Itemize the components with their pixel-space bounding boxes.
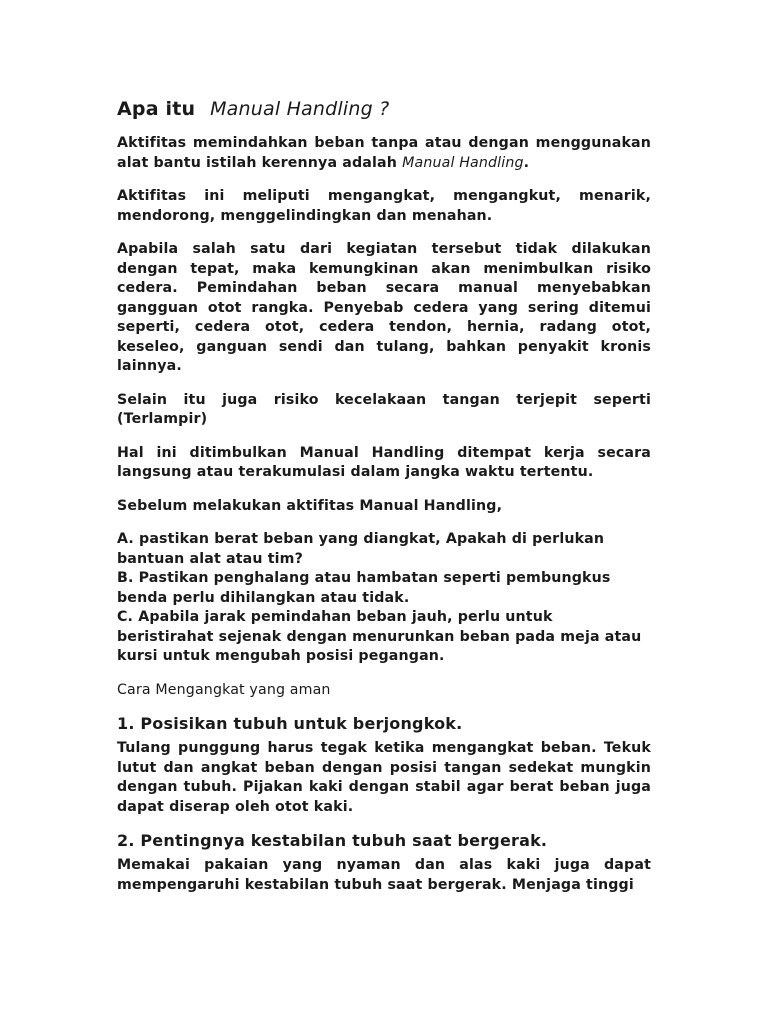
definition-term: Manual Handling bbox=[402, 154, 524, 171]
step-1-text: Tulang punggung harus tegak ketika mengangkat beban. Tekuk lutut dan angkat beban dengan posisi tangan sedekat mungkin dengan tubuh. Pijakan kaki dengan stabil agar berat beban juga dapat diserap oleh otot kaki. bbox=[117, 740, 651, 815]
paragraph-definition bbox=[117, 134, 651, 173]
title-prefix: Apa itu bbox=[117, 98, 196, 120]
document-title bbox=[117, 98, 651, 120]
step-1-title: 1. Posisikan tubuh untuk berjongkok. bbox=[117, 714, 463, 733]
checklist bbox=[117, 530, 651, 667]
title-italic: Manual Handling ? bbox=[210, 98, 390, 120]
paragraph-hand-accident: Selain itu juga risiko kecelakaan tangan terjepit seperti (Terlampir) bbox=[117, 391, 651, 427]
checklist-item-c: C. Apabila jarak pemindahan beban jauh, perlu untuk beristirahat sejenak dengan menurunkan beban pada meja atau kursi untuk mengubah posisi pegangan. bbox=[117, 609, 642, 664]
step-2-title: 2. Pentingnya kestabilan tubuh saat bergerak. bbox=[117, 831, 548, 850]
checklist-item-a: A. pastikan berat beban yang diangkat, Apakah di perlukan bantuan alat atau tim? bbox=[117, 531, 605, 567]
definition-end: . bbox=[523, 154, 530, 171]
paragraph-workplace: Hal ini ditimbulkan Manual Handling ditempat kerja secara langsung atau terakumulasi dalam jangka waktu tertentu. bbox=[117, 444, 651, 480]
checklist-item-b: B. Pastikan penghalang atau hambatan seperti pembungkus benda perlu dihilangkan atau tidak. bbox=[117, 570, 611, 606]
document-body bbox=[117, 98, 651, 909]
paragraph-before-handling: Sebelum melakukan aktifitas Manual Handling, bbox=[117, 497, 503, 514]
definition-text: Aktifitas memindahkan beban tanpa atau dengan menggunakan alat bantu istilah kerennya adalah bbox=[117, 135, 651, 171]
paragraph-activities: Aktifitas ini meliputi mengangkat, mengangkut, menarik, mendorong, menggelindingkan dan menahan. bbox=[117, 188, 651, 224]
step-2-text: Memakai pakaian yang nyaman dan alas kaki juga dapat mempengaruhi kestabilan tubuh saat bergerak. Menjaga tinggi bbox=[117, 857, 651, 893]
safe-lifting-heading: Cara Mengangkat yang aman bbox=[117, 681, 331, 698]
paragraph-risks: Apabila salah satu dari kegiatan tersebut tidak dilakukan dengan tepat, maka kemungkinan akan menimbulkan risiko cedera. Pemindahan beban secara manual menyebabkan gangguan otot rangka. Penyebab cedera yang sering ditemui seperti, cedera otot, cedera tendon, hernia, radang otot, keseleo, ganguan sendi dan tulang, bahkan penyakit kronis lainnya. bbox=[117, 241, 651, 374]
